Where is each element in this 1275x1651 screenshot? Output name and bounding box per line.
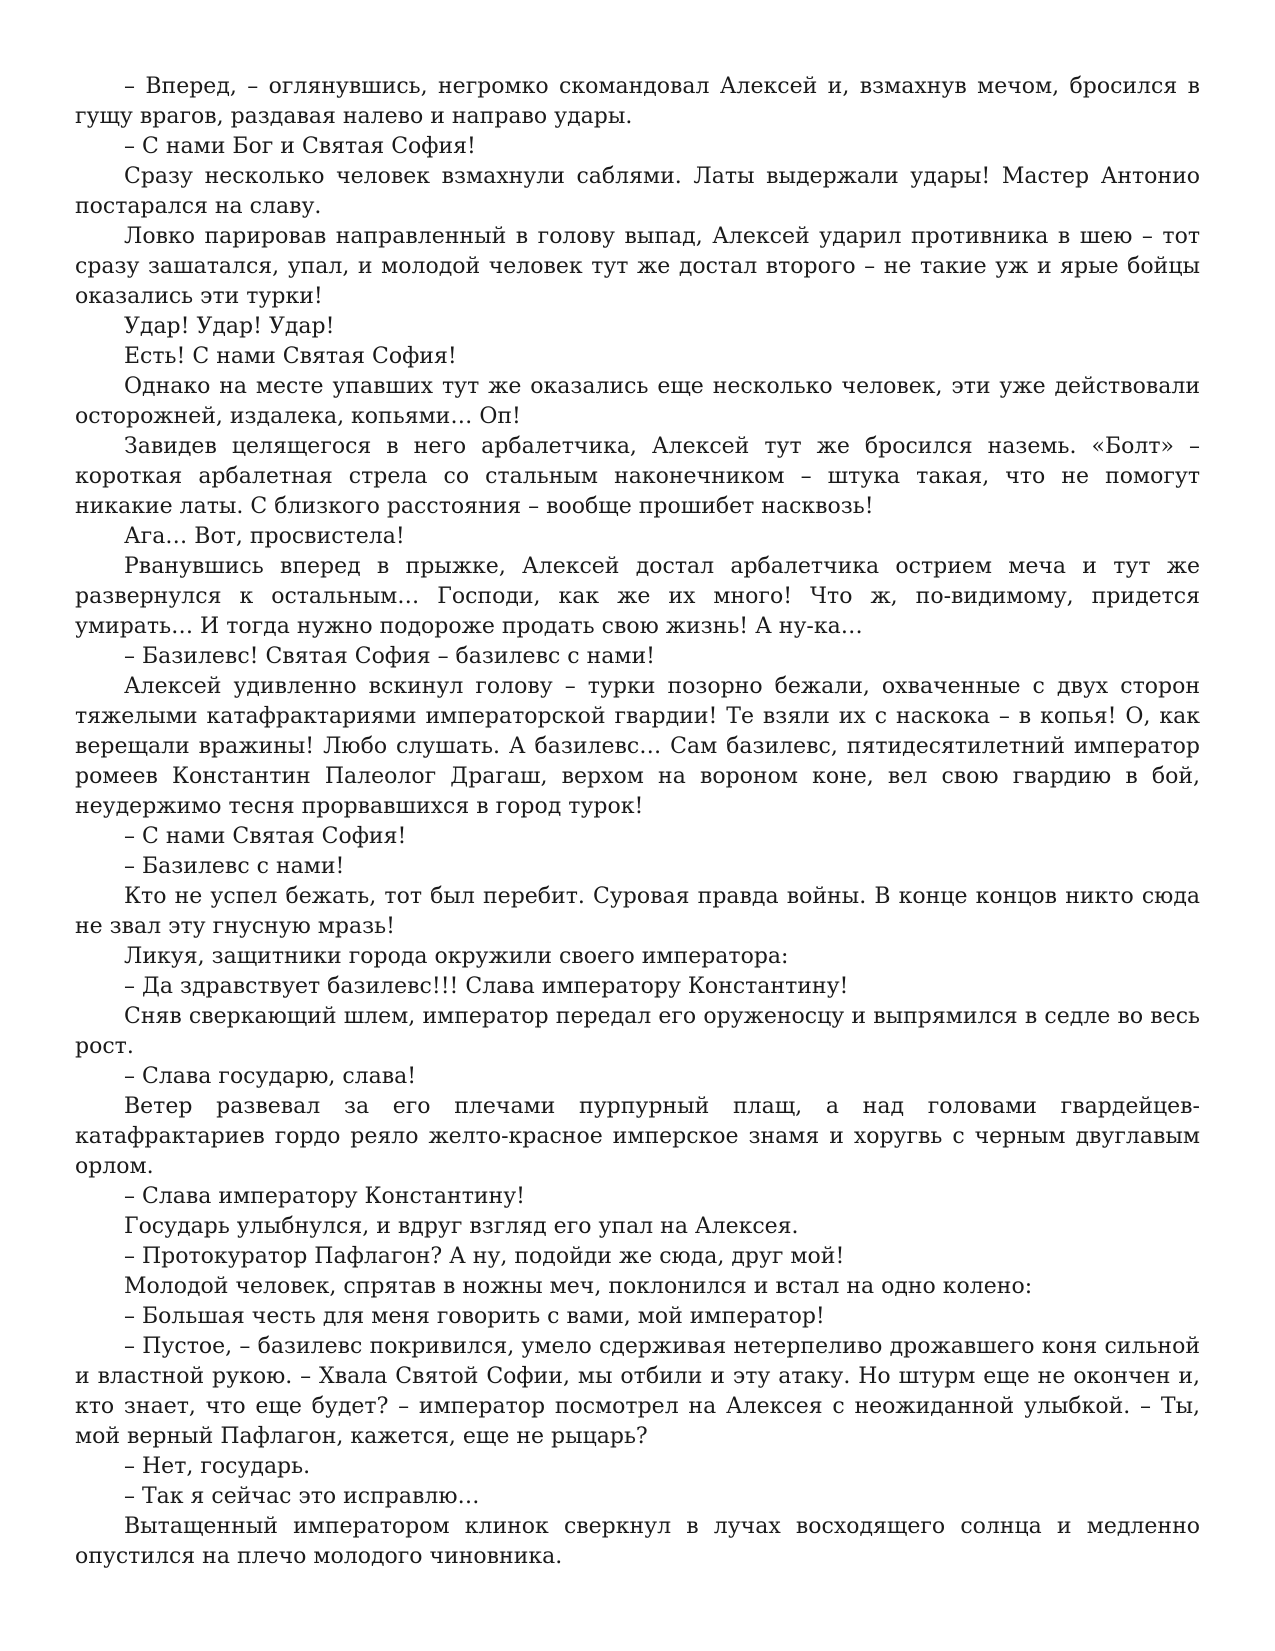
paragraph: – С нами Бог и Святая София! [124, 134, 476, 159]
paragraph: Кто не успел бежать, тот был перебит. Суровая правда войны. В конце концов никто сюда не звал эту гнусную мразь! [75, 884, 1200, 939]
paragraph: Ликуя, защитники города окружили своего императора: [124, 944, 789, 969]
paragraph: – Базилевс с нами! [124, 854, 345, 879]
paragraph: Завидев целящегося в него арбалетчика, Алексей тут же бросился наземь. «Болт» – короткая арбалетная стрела со стальным наконечником – штука такая, что не помогут никакие латы. С близкого расстояния – вообще прошибет насквозь! [75, 434, 1200, 519]
paragraph: Рванувшись вперед в прыжке, Алексей достал арбалетчика острием меча и тут же развернулся к остальным… Господи, как же их много! Что ж, по-видимому, придется умирать… И тогда нужно подороже продать свою жизнь! А ну-ка… [75, 554, 1200, 639]
paragraph: – Слава императору Константину! [124, 1184, 525, 1209]
paragraph: Государь улыбнулся, и вдруг взгляд его упал на Алексея. [124, 1214, 799, 1239]
paragraph: – Большая честь для меня говорить с вами, мой император! [124, 1304, 825, 1329]
paragraph: Ловко парировав направленный в голову выпад, Алексей ударил противника в шею – тот сразу зашатался, упал, и молодой человек тут же достал второго – не такие уж и ярые бойцы оказались эти турки! [75, 224, 1200, 309]
paragraph: – Да здравствует базилевс!!! Слава императору Константину! [124, 974, 849, 999]
paragraph: Алексей удивленно вскинул голову – турки позорно бежали, охваченные с двух сторон тяжелыми катафрактариями императорской гвардии! Те взяли их с наскока – в копья! О, как верещали вражины! Любо слушать. А базилевс… Сам базилевс, пятидесятилетний император ромеев Константин Палеолог Драгаш, верхом на вороном коне, вел свою гвардию в бой, неудержимо тесня прорвавшихся в город турок! [75, 674, 1200, 819]
paragraph: Сразу несколько человек взмахнули саблями. Латы выдержали удары! Мастер Антонио постарался на славу. [75, 164, 1200, 219]
paragraph: Однако на месте упавших тут же оказались еще несколько человек, эти уже действовали осторожней, издалека, копьями… Оп! [75, 374, 1200, 429]
paragraph: – С нами Святая София! [124, 824, 407, 849]
document-page [75, 72, 1200, 1572]
paragraph: – Слава государю, слава! [124, 1064, 417, 1089]
paragraph: – Так я сейчас это исправлю… [124, 1484, 480, 1509]
paragraph: Есть! С нами Святая София! [124, 344, 457, 369]
paragraph: – Вперед, – оглянувшись, негромко скомандовал Алексей и, взмахнув мечом, бросился в гущу врагов, раздавая налево и направо удары. [75, 74, 1200, 129]
paragraph: Молодой человек, спрятав в ножны меч, поклонился и встал на одно колено: [124, 1274, 1033, 1299]
paragraph: – Пустое, – базилевс покривился, умело сдерживая нетерпеливо дрожавшего коня сильной и властной рукою. – Хвала Святой Софии, мы отбили и эту атаку. Но штурм еще не окончен и, кто знает, что еще будет? – император посмотрел на Алексея с неожиданной улыбкой. – Ты, мой верный Пафлагон, кажется, еще не рыцарь? [75, 1334, 1200, 1449]
paragraph: – Базилевс! Святая София – базилевс с нами! [124, 644, 655, 669]
paragraph: Вытащенный императором клинок сверкнул в лучах восходящего солнца и медленно опустился на плечо молодого чиновника. [75, 1514, 1200, 1569]
paragraph: Ага… Вот, просвистела! [124, 524, 405, 549]
paragraph: Сняв сверкающий шлем, император передал его оруженосцу и выпрямился в седле во весь рост. [75, 1004, 1200, 1059]
paragraph: Ветер развевал за его плечами пурпурный плащ, а над головами гвардейцев-катафрактариев гордо реяло желто-красное имперское знамя и хоругвь с черным двуглавым орлом. [75, 1094, 1200, 1179]
paragraph: – Нет, государь. [124, 1454, 311, 1479]
paragraph: – Протокуратор Пафлагон? А ну, подойди же сюда, друг мой! [124, 1244, 845, 1269]
paragraph: Удар! Удар! Удар! [124, 314, 335, 339]
